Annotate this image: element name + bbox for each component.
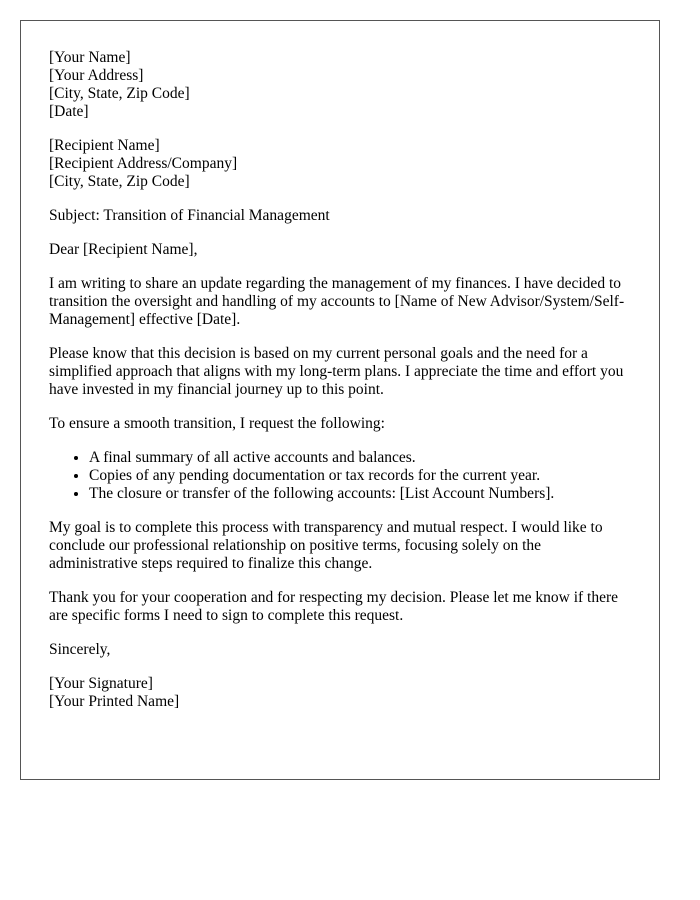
letter-page <box>20 20 660 780</box>
body-paragraph: To ensure a smooth transition, I request the following: <box>49 415 385 432</box>
recipient-city-state-zip: [City, State, Zip Code] <box>49 173 190 190</box>
list-item: • The closure or transfer of the following accounts: [List Account Numbers]. <box>89 485 631 503</box>
subject-line: Subject: Transition of Financial Management <box>49 207 330 224</box>
list-item: • Copies of any pending documentation or tax records for the current year. <box>89 467 631 485</box>
body-paragraph: My goal is to complete this process with transparency and mutual respect. I would like to conclude our professional relationship on positive terms, focusing solely on the administrative steps required to finalize this change. <box>49 519 603 572</box>
body-paragraph: I am writing to share an update regarding the management of my finances. I have decided to transition the oversight and handling of my accounts to [Name of New Advisor/System/Self-Management] effective [Date]. <box>49 275 625 328</box>
recipient-address-block <box>49 137 631 191</box>
signature-line: [Your Signature] <box>49 675 153 692</box>
sender-address: [Your Address] <box>49 67 144 84</box>
recipient-address: [Recipient Address/Company] <box>49 155 238 172</box>
body-paragraph: Please know that this decision is based on my current personal goals and the need for a simplified approach that aligns with my long-term plans. I appreciate the time and effort you have invested in my financial journey up to this point. <box>49 345 624 398</box>
signoff: Sincerely, <box>49 641 111 658</box>
sender-name: [Your Name] <box>49 49 131 66</box>
body-paragraph: Thank you for your cooperation and for respecting my decision. Please let me know if there are specific forms I need to sign to complete this request. <box>49 589 619 624</box>
signature-block <box>49 675 631 711</box>
list-item: • A final summary of all active accounts and balances. <box>89 449 631 467</box>
sender-address-block <box>49 49 631 121</box>
letter-date: [Date] <box>49 103 89 120</box>
printed-name: [Your Printed Name] <box>49 693 180 710</box>
recipient-name: [Recipient Name] <box>49 137 160 154</box>
request-list <box>49 449 631 503</box>
salutation: Dear [Recipient Name], <box>49 241 198 258</box>
sender-city-state-zip: [City, State, Zip Code] <box>49 85 190 102</box>
